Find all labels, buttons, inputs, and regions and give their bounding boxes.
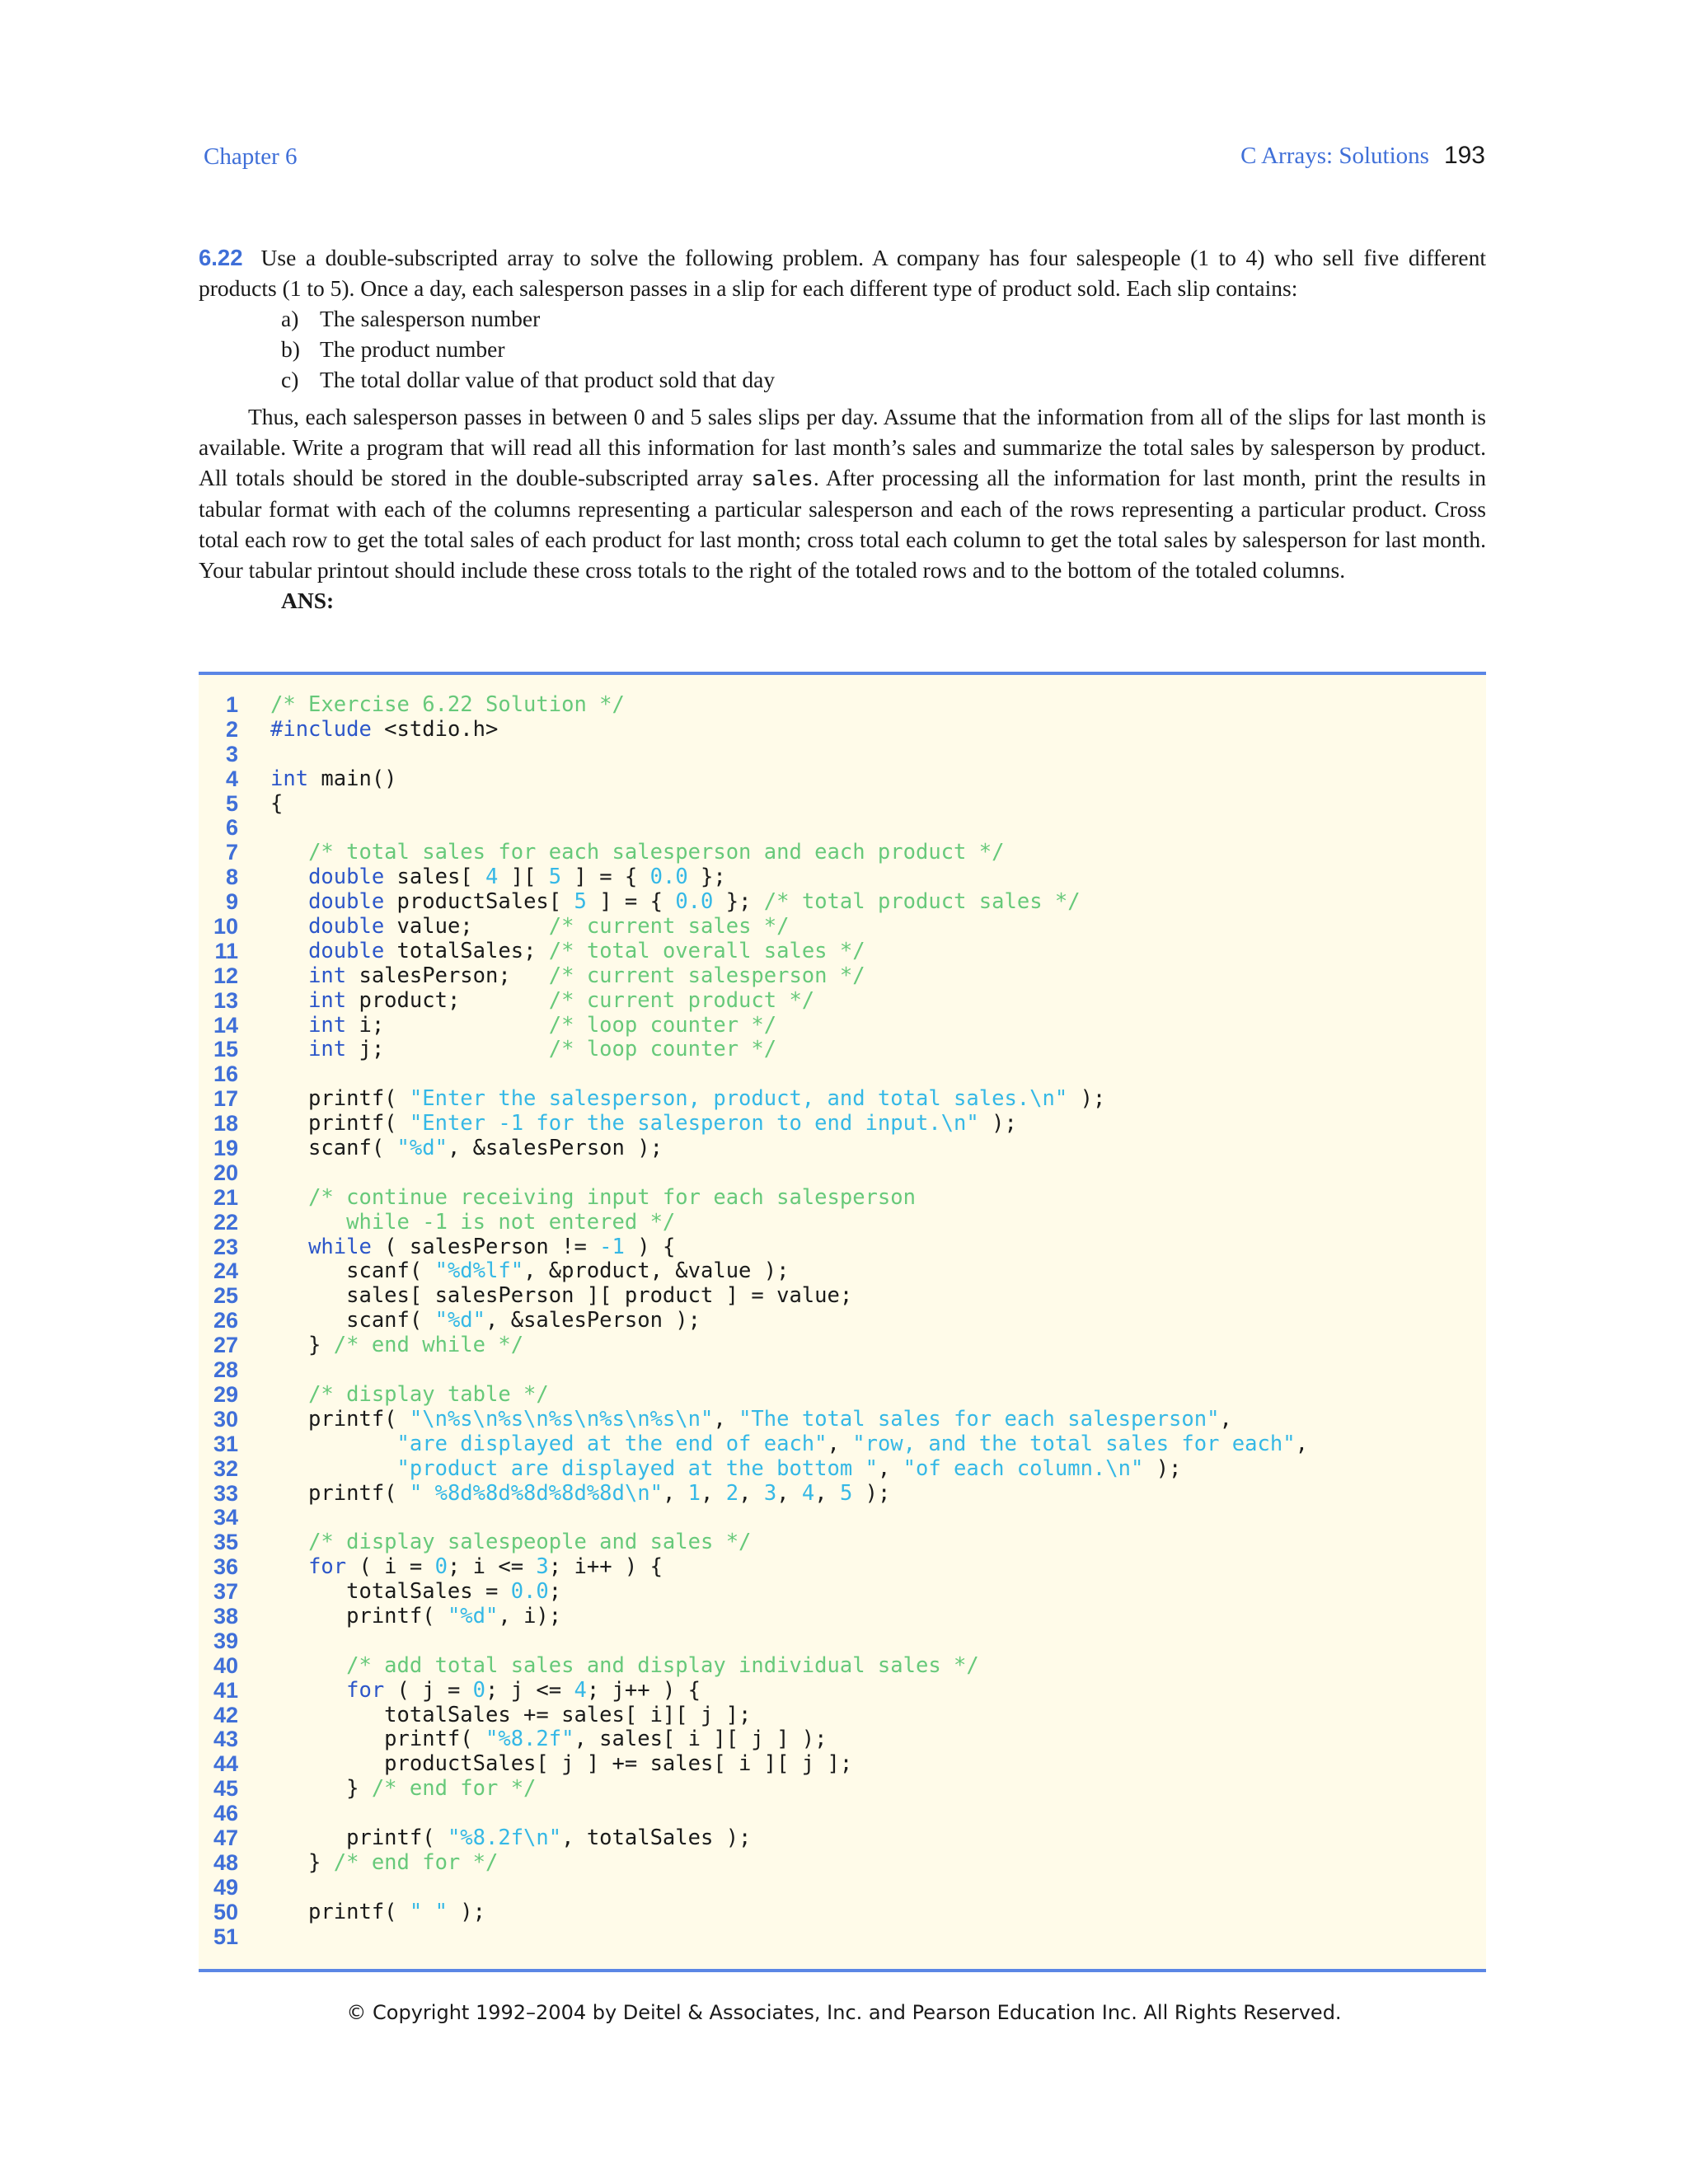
code-text: int j; /* loop counter */: [308, 1037, 777, 1062]
code-line: [199, 1062, 1486, 1087]
code-text: printf( "Enter the salesperson, product, and total sales.\n" );: [270, 1086, 1106, 1112]
code-text: for ( i = 0; i <= 3; i++ ) {: [308, 1554, 663, 1580]
code-line: [199, 1482, 1486, 1507]
line-number: 4: [225, 766, 238, 791]
line-number: 51: [213, 1924, 238, 1949]
code-line: [199, 1408, 1486, 1432]
code-line: [199, 1087, 1486, 1112]
code-line: [199, 989, 1486, 1014]
code-line: [199, 743, 1486, 767]
line-number: 24: [213, 1258, 238, 1284]
slip-contents-list: [281, 303, 1486, 395]
line-number: 37: [213, 1579, 238, 1605]
line-number: 8: [225, 865, 238, 890]
line-number: 14: [213, 1012, 238, 1038]
code-text: printf( "\n%s\n%s\n%s\n%s\n%s\n", "The total sales for each salesperson",: [270, 1406, 1232, 1432]
line-number: 13: [213, 987, 238, 1013]
answer-label: ANS:: [281, 588, 335, 613]
line-number: 11: [214, 938, 238, 963]
line-number: 29: [213, 1381, 238, 1407]
code-text: scanf( "%d", &salesPerson );: [270, 1136, 663, 1161]
exercise-intro: [199, 242, 1486, 303]
code-line: [199, 1432, 1486, 1457]
line-number: 33: [213, 1480, 238, 1506]
code-listing: [199, 672, 1486, 1972]
line-number: 45: [213, 1776, 238, 1802]
code-line: [199, 1137, 1486, 1161]
code-line: [199, 1235, 1486, 1260]
list-item: a) The salesperson number: [281, 306, 541, 331]
code-text: #include <stdio.h>: [270, 716, 499, 742]
line-number: 44: [213, 1751, 238, 1777]
code-text: printf( "%8.2f\n", totalSales );: [270, 1825, 752, 1850]
line-number: 50: [213, 1899, 238, 1924]
code-line: [199, 1826, 1486, 1851]
code-text: } /* end for */: [270, 1849, 499, 1875]
line-number: 27: [213, 1333, 238, 1358]
code-text: {: [270, 790, 284, 816]
code-line: [199, 1555, 1486, 1580]
code-line: [199, 1211, 1486, 1235]
chapter-title: C Arrays: Solutions: [1240, 143, 1429, 169]
line-number: 7: [225, 840, 238, 865]
code-line: [199, 1161, 1486, 1186]
line-number: 20: [213, 1160, 238, 1185]
inline-code-sales: sales: [751, 466, 814, 490]
line-number: 18: [213, 1111, 238, 1137]
line-number: 42: [213, 1702, 238, 1727]
code-text: printf( " " );: [270, 1899, 486, 1924]
code-line: [199, 718, 1486, 743]
code-text: } /* end while */: [270, 1333, 524, 1358]
line-number: 41: [213, 1677, 238, 1703]
code-line: [199, 1727, 1486, 1752]
line-number: 3: [225, 741, 238, 766]
code-line: [199, 767, 1486, 792]
code-line: [199, 1777, 1486, 1802]
line-number: 19: [213, 1136, 238, 1161]
code-line: [199, 1900, 1486, 1925]
code-line: [199, 1605, 1486, 1629]
exercise-body: Thus, each salesperson passes in between 0 and 5 sales slips per day. Assume that the information from all of the slips for last month is available. Write a program that will read all this information for last month’s sales and summarize the total sales by salesperson by product. All totals should be stored in the double-subscripted array sales. After processing all the information for last month, print the results in tabular format with each of the columns representing a particular salesperson and each of the rows representing a particular product. Cross total each row to get the total sales of each product for last month; cross total each column to get the total sales by salesperson for last month. Your tabular printout should include these cross totals to the right of the totaled rows and to the bottom of the totaled columns.: [199, 404, 1486, 583]
line-number: 12: [213, 963, 238, 988]
code-line: [199, 865, 1486, 890]
code-line: [199, 1358, 1486, 1383]
code-line: [199, 816, 1486, 841]
code-text: /* Exercise 6.22 Solution */: [270, 692, 625, 717]
running-header: [1240, 142, 1485, 170]
line-number: 22: [213, 1209, 238, 1235]
code-line: [199, 1309, 1486, 1333]
line-number: 39: [213, 1628, 238, 1653]
code-text: /* total sales for each salesperson and each product */: [308, 840, 1005, 865]
code-line: [199, 1629, 1486, 1654]
code-line: [199, 841, 1486, 865]
code-text: totalSales = 0.0;: [270, 1579, 562, 1605]
line-number: 30: [213, 1406, 238, 1432]
line-number: 21: [213, 1184, 238, 1210]
code-text: "are displayed at the end of each", "row, and the total sales for each",: [396, 1431, 1308, 1456]
code-line: [199, 1284, 1486, 1309]
line-number: 38: [213, 1603, 238, 1629]
code-text: int product; /* current product */: [308, 987, 815, 1013]
code-line: [199, 1506, 1486, 1530]
code-text: while -1 is not entered */: [270, 1209, 676, 1235]
code-line: [199, 1383, 1486, 1408]
line-number: 6: [225, 815, 238, 841]
list-item: c) The total dollar value of that product sold that day: [281, 367, 776, 392]
line-number: 15: [213, 1037, 238, 1062]
line-number: 36: [213, 1554, 238, 1580]
line-number: 10: [213, 914, 238, 940]
exercise-number: 6.22: [199, 245, 243, 270]
code-text: /* add total sales and display individual sales */: [346, 1652, 979, 1678]
line-number: 16: [213, 1062, 238, 1087]
code-line: [199, 915, 1486, 940]
code-line: [199, 1457, 1486, 1482]
code-text: scanf( "%d", &salesPerson );: [270, 1308, 701, 1333]
code-text: totalSales += sales[ i][ j ];: [270, 1702, 752, 1727]
code-line: [199, 1038, 1486, 1062]
code-line: [199, 792, 1486, 817]
line-number: 32: [213, 1455, 238, 1481]
code-text: double sales[ 4 ][ 5 ] = { 0.0 };: [308, 865, 726, 890]
code-text: int i; /* loop counter */: [308, 1012, 777, 1038]
code-text: int main(): [270, 766, 397, 791]
code-line: [199, 1802, 1486, 1826]
code-line: [199, 1876, 1486, 1900]
code-text: for ( j = 0; j <= 4; j++ ) {: [346, 1677, 701, 1703]
chapter-label: Chapter 6: [204, 143, 298, 170]
code-line: [199, 1112, 1486, 1137]
copyright-footer: © Copyright 1992–2004 by Deitel & Associates, Inc. and Pearson Education Inc. All Rights Reserved.: [346, 2001, 1342, 2024]
code-text: double totalSales; /* total overall sales */: [308, 938, 865, 963]
line-number: 25: [213, 1283, 238, 1309]
code-line: [199, 1530, 1486, 1555]
code-line: [199, 1014, 1486, 1038]
line-number: 34: [213, 1505, 238, 1530]
line-number: 31: [213, 1431, 238, 1456]
code-text: double value; /* current sales */: [308, 914, 790, 940]
line-number: 1: [225, 692, 238, 717]
code-text: /* display table */: [308, 1381, 549, 1407]
code-text: printf( " %8d%8d%8d%8d%8d\n", 1, 2, 3, 4, 5 );: [270, 1480, 891, 1506]
code-text: /* display salespeople and sales */: [308, 1530, 752, 1555]
code-line: [199, 1259, 1486, 1284]
code-line: [199, 1704, 1486, 1728]
exercise-intro-text: Use a double-subscripted array to solve the following problem. A company has four salespeople (1 to 4) who sell five different products (1 to 5). Once a day, each salesperson passes in a slip for each different type of product sold. Each slip contains:: [199, 245, 1486, 301]
exercise-6-22: [199, 242, 1486, 616]
code-line: [199, 940, 1486, 964]
line-number: 2: [225, 716, 238, 742]
code-line: [199, 1186, 1486, 1211]
line-number: 5: [225, 790, 238, 816]
code-text: scanf( "%d%lf", &product, &value );: [270, 1258, 790, 1284]
line-number: 47: [213, 1825, 238, 1850]
code-text: printf( "%d", i);: [270, 1603, 562, 1629]
code-text: while ( salesPerson != -1 ) {: [308, 1234, 676, 1259]
code-line: [199, 693, 1486, 718]
code-text: productSales[ j ] += sales[ i ][ j ];: [270, 1751, 853, 1777]
code-text: printf( "%8.2f", sales[ i ][ j ] );: [270, 1727, 828, 1752]
page-number: 193: [1443, 142, 1485, 169]
code-text: printf( "Enter -1 for the salesperon to end input.\n" );: [270, 1111, 1017, 1137]
code-text: sales[ salesPerson ][ product ] = value;: [270, 1283, 853, 1309]
line-number: 35: [213, 1530, 238, 1555]
line-number: 26: [213, 1308, 238, 1333]
code-line: [199, 1851, 1486, 1876]
code-line: [199, 1925, 1486, 1950]
code-line: [199, 1654, 1486, 1679]
list-item: b) The product number: [281, 336, 505, 362]
code-text: "product are displayed at the bottom ", "of each column.\n" );: [396, 1455, 1182, 1481]
line-number: 28: [213, 1357, 238, 1383]
line-number: 17: [213, 1086, 238, 1112]
line-number: 9: [225, 889, 238, 915]
line-number: 49: [213, 1874, 238, 1900]
code-line: [199, 890, 1486, 915]
code-line: [199, 964, 1486, 989]
code-line: [199, 1752, 1486, 1777]
line-number: 40: [213, 1652, 238, 1678]
code-line: [199, 1580, 1486, 1605]
code-line: [199, 1679, 1486, 1704]
line-number: 48: [213, 1849, 238, 1875]
code-text: int salesPerson; /* current salesperson */: [308, 963, 865, 988]
line-number: 43: [213, 1727, 238, 1752]
code-text: } /* end for */: [270, 1776, 537, 1802]
line-number: 46: [213, 1801, 238, 1826]
code-text: /* continue receiving input for each salesperson: [308, 1184, 916, 1210]
code-text: double productSales[ 5 ] = { 0.0 }; /* total product sales */: [308, 889, 1081, 915]
line-number: 23: [213, 1234, 238, 1259]
code-line: [199, 1333, 1486, 1358]
